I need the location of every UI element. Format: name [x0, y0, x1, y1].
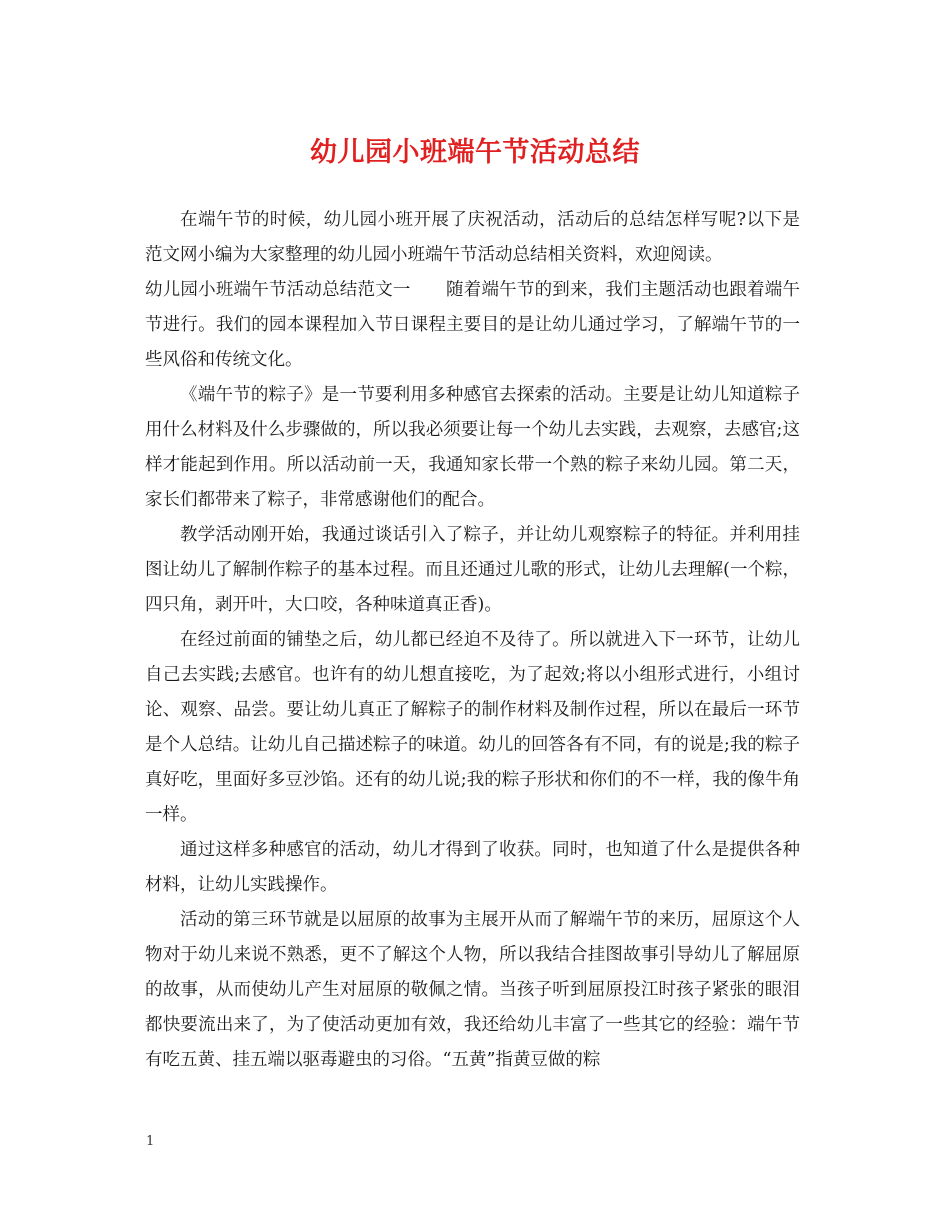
paragraph-intro: 在端午节的时候，幼儿园小班开展了庆祝活动，活动后的总结怎样写呢?以下是范文网小编为大家整理的幼儿园小班端午节活动总结相关资料，欢迎阅读。 [145, 210, 800, 265]
paragraph-teaching-start: 教学活动刚开始，我通过谈话引入了粽子，并让幼儿观察粽子的特征。并利用挂图让幼儿了解制作粽子的基本过程。而且还通过儿歌的形式，让幼儿去理解(一个粽，四只角，剥开叶，大口咬，各种味道真正香)。 [145, 525, 800, 615]
paragraph-practice: 在经过前面的铺垫之后，幼儿都已经迫不及待了。所以就进入下一环节，让幼儿自己去实践;去感官。也许有的幼儿想直接吃，为了起效;将以小组形式进行，小组讨论、观察、品尝。要让幼儿真正了解粽子的制作材料及制作过程，所以在最后一环节是个人总结。让幼儿自己描述粽子的味道。幼儿的回答各有不同，有的说是;我的粽子真好吃，里面好多豆沙馅。还有的幼儿说;我的粽子形状和你们的不一样，我的像牛角一样。 [145, 630, 800, 825]
document-body [145, 203, 800, 1078]
page-number: 1 [146, 1134, 155, 1149]
paragraph-activity-description: 《端午节的粽子》是一节要利用多种感官去探索的活动。主要是让幼儿知道粽子用什么材料及什么步骤做的，所以我必须要让每一个幼儿去实践，去观察，去感官;这样才能起到作用。所以活动前一天，我通知家长带一个熟的粽子来幼儿园。第二天，家长们都带来了粽子，非常感谢他们的配合。 [145, 385, 800, 510]
paragraph-quyuan-story: 活动的第三环节就是以屈原的故事为主展开从而了解端午节的来历，屈原这个人物对于幼儿来说不熟悉，更不了解这个人物，所以我结合挂图故事引导幼儿了解屈原的故事，从而使幼儿产生对屈原的敬佩之情。当孩子听到屈原投江时孩子紧张的眼泪都快要流出来了，为了使活动更加有效，我还给幼儿丰富了一些其它的经验：端午节有吃五黄、挂五端以驱毒避虫的习俗。“五黄”指黄豆做的粽 [145, 910, 800, 1070]
paragraph-section-heading: 幼儿园小班端午节活动总结范文一 随着端午节的到来，我们主题活动也跟着端午节进行。我们的园本课程加入节日课程主要目的是让幼儿通过学习，了解端午节的一些风俗和传统文化。 [145, 280, 800, 370]
document-title: 幼儿园小班端午节活动总结 [310, 137, 640, 168]
paragraph-outcome: 通过这样多种感官的活动，幼儿才得到了收获。同时，也知道了什么是提供各种材料，让幼儿实践操作。 [145, 840, 800, 895]
